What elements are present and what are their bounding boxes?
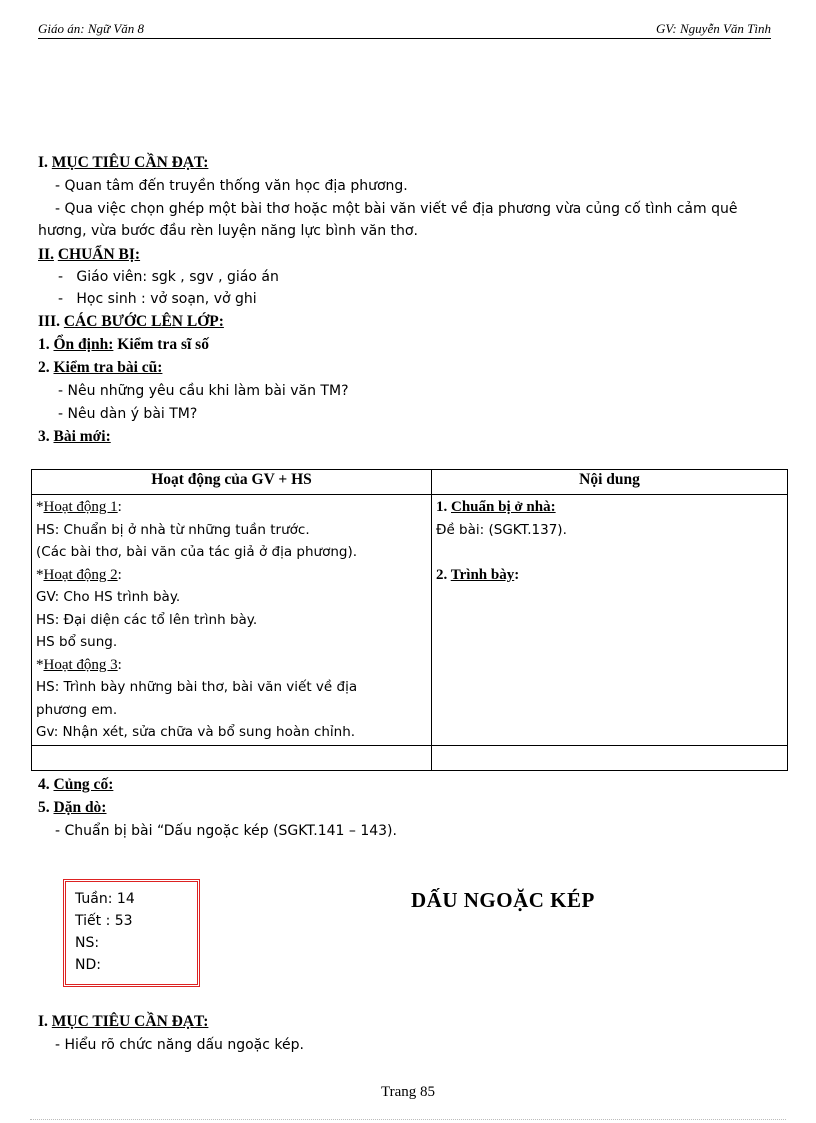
lesson-period: Tiết : 53 <box>75 913 133 929</box>
content-2-heading: 2. Trình bày: <box>436 566 520 583</box>
page-number: Trang 85 <box>380 1084 436 1100</box>
activity-line: HS: Trình bày những bài thơ, bài văn viết về địa <box>36 679 358 695</box>
table-header-activity: Hoạt động của GV + HS <box>32 470 432 495</box>
section-1-line: hương, vừa bước đầu rèn luyện năng lực bình văn thơ. <box>38 223 418 239</box>
bottom-divider <box>30 1119 786 1120</box>
step-4: 4. Củng cố: <box>38 776 114 793</box>
lesson-info-box <box>63 879 200 987</box>
activity-cell <box>32 495 432 746</box>
step-2-line: - Nêu những yêu cầu khi làm bài văn TM? <box>58 383 349 399</box>
empty-cell <box>432 745 788 770</box>
activity-1-heading: *Hoạt động 1: <box>36 499 122 515</box>
activity-line: GV: Cho HS trình bày. <box>36 589 181 605</box>
step-5: 5. Dặn dò: <box>38 799 107 816</box>
activity-line: HS bổ sung. <box>36 634 118 650</box>
content-1-heading: 1. Chuẩn bị ở nhà: <box>436 499 556 515</box>
lesson-nd: ND: <box>75 957 101 973</box>
activity-3-heading: *Hoạt động 3: <box>36 656 122 673</box>
header-right: GV: Nguyễn Văn Tình <box>655 21 771 36</box>
lesson-ns: NS: <box>75 935 100 951</box>
section-1b-heading: I. MỤC TIÊU CẦN ĐẠT: <box>38 1013 209 1030</box>
section-2-item: - Giáo viên: sgk , sgv , giáo án <box>58 269 279 285</box>
section-1-line: - Qua việc chọn ghép một bài thơ hoặc một bài văn viết về địa phương vừa củng cố tình cảm quê <box>55 201 738 217</box>
step-2: 2. Kiểm tra bài cũ: <box>38 359 163 376</box>
lesson-week: Tuần: 14 <box>75 891 135 907</box>
activity-2-heading: *Hoạt động 2: <box>36 566 122 583</box>
section-1-heading: I. MỤC TIÊU CẦN ĐẠT: <box>38 154 209 171</box>
step-3: 3. Bài mới: <box>38 428 111 445</box>
section-1b-line: - Hiểu rõ chức năng dấu ngoặc kép. <box>55 1037 304 1053</box>
empty-cell <box>32 745 432 770</box>
activity-line: HS: Đại diện các tổ lên trình bày. <box>36 611 258 628</box>
table-header-content: Nội dung <box>432 470 788 495</box>
step-2-line: - Nêu dàn ý bài TM? <box>58 406 198 422</box>
content-cell <box>432 495 788 746</box>
section-2-item: - Học sinh : vở soạn, vở ghi <box>58 291 257 307</box>
activity-line: HS: Chuẩn bị ở nhà từ những tuần trước. <box>36 521 310 538</box>
section-1-line: - Quan tâm đến truyền thống văn học địa phương. <box>55 178 408 194</box>
lesson-title: DẤU NGOẶC KÉP <box>411 888 595 912</box>
step-1: 1. Ổn định: Kiểm tra sĩ số <box>38 336 209 353</box>
activity-table <box>31 469 788 771</box>
header-left: Giáo án: Ngữ Văn 8 <box>38 21 145 36</box>
activity-line: (Các bài thơ, bài văn của tác giả ở địa phương). <box>36 544 358 560</box>
activity-line: Gv: Nhận xét, sửa chữa và bổ sung hoàn chỉnh. <box>36 724 356 740</box>
content-line: Đề bài: (SGKT.137). <box>436 521 567 538</box>
page-header <box>38 20 771 39</box>
step-5-line: - Chuẩn bị bài “Dấu ngoặc kép (SGKT.141 – 143). <box>55 823 397 839</box>
activity-line: phương em. <box>36 701 118 718</box>
section-3-heading: III. CÁC BƯỚC LÊN LỚP: <box>38 313 224 330</box>
section-2-heading: II. CHUẨN BỊ: <box>38 246 141 263</box>
